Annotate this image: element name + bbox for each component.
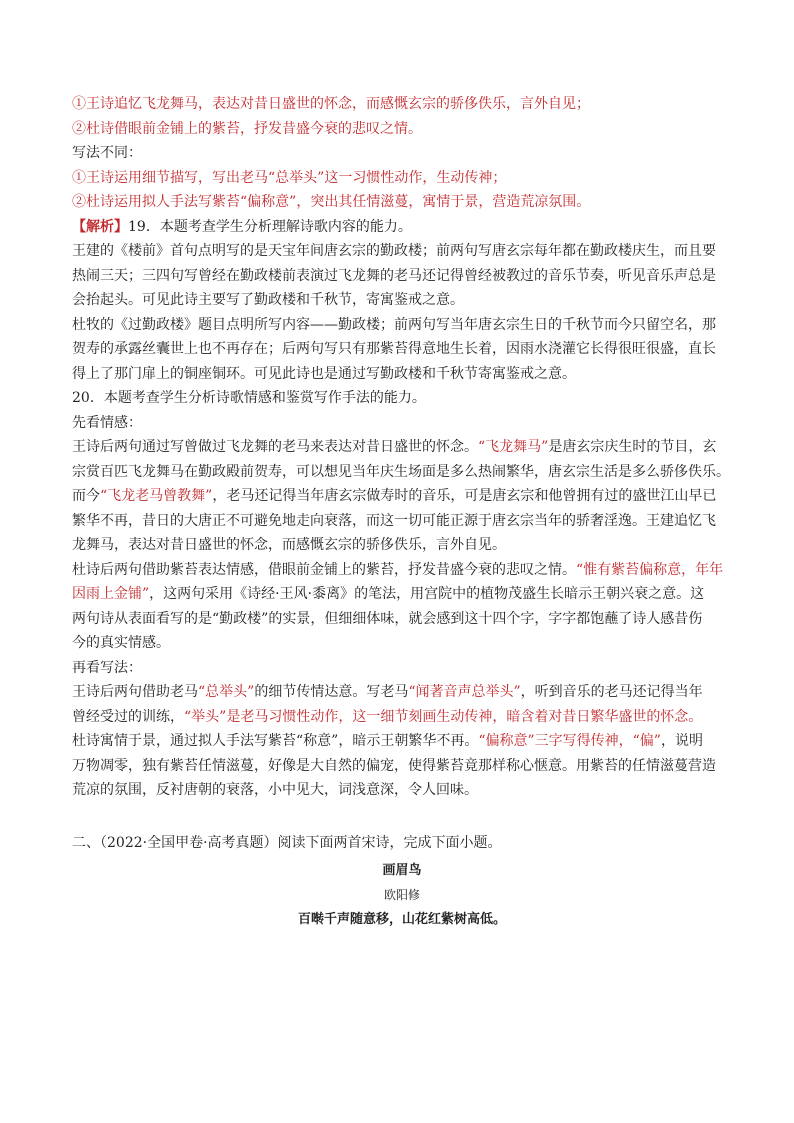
writing-label: 再看写法： — [72, 659, 142, 676]
answer-similar-1: ①王诗追忆飞龙舞马，表达对昔日盛世的怀念，而感慨玄宗的骄侈佚乐，言外自见； — [72, 96, 590, 112]
poem-title: 画眉鸟 — [382, 863, 422, 878]
feeling-line: 繁华不再，昔日的大唐正不可避免地走向衰落，而这一切可能正源于唐玄宗当年的骄奢淫逸。王建追忆飞 — [72, 512, 716, 529]
answer-content — [72, 92, 732, 933]
section-spacer — [72, 803, 732, 831]
answer-diff-1: ①王诗运用细节描写，写出老马“总举头”这一习惯性动作，生动传神； — [72, 169, 507, 186]
analysis-p1-line: 热闹三天；三四句写曾经在勤政楼前表演过飞龙舞的老马还记得曾经被教过的音乐节奏，听见音乐声总是 — [72, 267, 716, 284]
analysis-p2-line: 杜牧的《过勤政楼》题目点明所写内容——勤政楼；前两句写当年唐玄宗生日的千秋节而今只留空名，那 — [72, 316, 716, 333]
feeling-label: 先看情感： — [72, 414, 142, 431]
analysis-p2-line: 贺寿的承露丝囊世上也不再存在；后两句写只有那紫苔得意地生长着，因雨水浇灌它长得很旺很盛，直长 — [72, 341, 716, 357]
feeling-line: 龙舞马，表达对昔日盛世的怀念，而感慨玄宗的骄侈佚乐，言外自见。 — [72, 537, 506, 553]
feeling-line: 两句诗从表面看写的是“勤政楼”的实景，但细细体味，就会感到这十四个字，字字都饱蘸了诗人感昔伤 — [72, 610, 703, 627]
answer-similar-2: ②杜诗借眼前金铺上的紫苔，抒发昔盛今衰的悲叹之情。 — [72, 120, 422, 137]
writing-diff-label: 写法不同： — [72, 145, 142, 161]
section2-heading: 二、（2022·全国甲卷·高考真题）阅读下面两首宋诗，完成下面小题。 — [72, 834, 502, 851]
feeling-line: 今的真实情感。 — [72, 635, 170, 651]
analysis-q20-heading: 20．本题考查学生分析诗歌情感和鉴赏写作手法的能力。 — [72, 390, 426, 406]
feeling-line: 因雨上金铺”，这两句采用《诗经·王风·黍离》的笔法，用宫院中的植物茂盛生长暗示王朝兴衰之意。这 — [72, 586, 705, 602]
analysis-tag: 【解析】 — [72, 218, 128, 235]
poem-author: 欧阳修 — [383, 888, 420, 902]
writing-line: 万物凋零，独有紫苔任情滋蔓，好像是大自然的偏宠，使得紫苔竟那样称心惬意。用紫苔的任情滋蔓营造 — [72, 757, 716, 774]
feeling-line: 王诗后两句通过写曾做过飞龙舞的老马来表达对昔日盛世的怀念。“飞龙舞马”是唐玄宗庆生时的节目，玄 — [72, 439, 717, 455]
answer-diff-2: ②杜诗运用拟人手法写紫苔“偏称意”，突出其任情滋蔓，寓情于景，营造荒凉氛围。 — [72, 194, 591, 210]
analysis-q19-heading: 【解析】19．本题考查学生分析理解诗歌内容的能力。 — [72, 218, 412, 235]
feeling-line: 宗赏百匹飞龙舞马在勤政殿前贺寿，可以想见当年庆生场面是多么热闹繁华，唐玄宗生活是多么骄侈佚乐。 — [72, 463, 730, 480]
writing-line: 杜诗寓情于景，通过拟人手法写紫苔“称意”，暗示王朝繁华不再。“偏称意”三字写得传神，“偏”，说明 — [72, 733, 703, 749]
analysis-p1-line: 王建的《楼前》首句点明写的是天宝年间唐玄宗的勤政楼；前两句写唐玄宗每年都在勤政楼庆生，而且要 — [72, 243, 716, 259]
feeling-line: 而今“飞龙老马曾教舞”，老马还记得当年唐玄宗做寿时的音乐，可是唐玄宗和他曾拥有过的盛世江山早已 — [72, 488, 717, 504]
poem-line: 百啭千声随意移，山花红紫树高低。 — [297, 912, 506, 927]
feeling-line: 杜诗后两句借助紫苔表达情感，借眼前金铺上的紫苔，抒发昔盛今衰的悲叹之情。“惟有紫苔偏称意，年年 — [72, 561, 724, 578]
analysis-p2-line: 得上了那门扉上的铜座铜环。可见此诗也是通过写勤政楼和千秋节寄寓鉴戒之意。 — [72, 365, 576, 382]
writing-line: 曾经受过的训练，“举头”是老马习惯性动作，这一细节刻画生动传神，暗含着对昔日繁华盛世的怀念。 — [72, 708, 703, 725]
writing-line: 王诗后两句借助老马“总举头”的细节传情达意。写老马“闻著音声总举头”，听到音乐的老马还记得当年 — [72, 684, 703, 700]
writing-line: 荒凉的氛围，反衬唐朝的衰落，小中见大，词浅意深，令人回味。 — [72, 782, 478, 798]
analysis-p1-line: 会抬起头。可见此诗主要写了勤政楼和千秋节，寄寓鉴戒之意。 — [72, 292, 464, 308]
